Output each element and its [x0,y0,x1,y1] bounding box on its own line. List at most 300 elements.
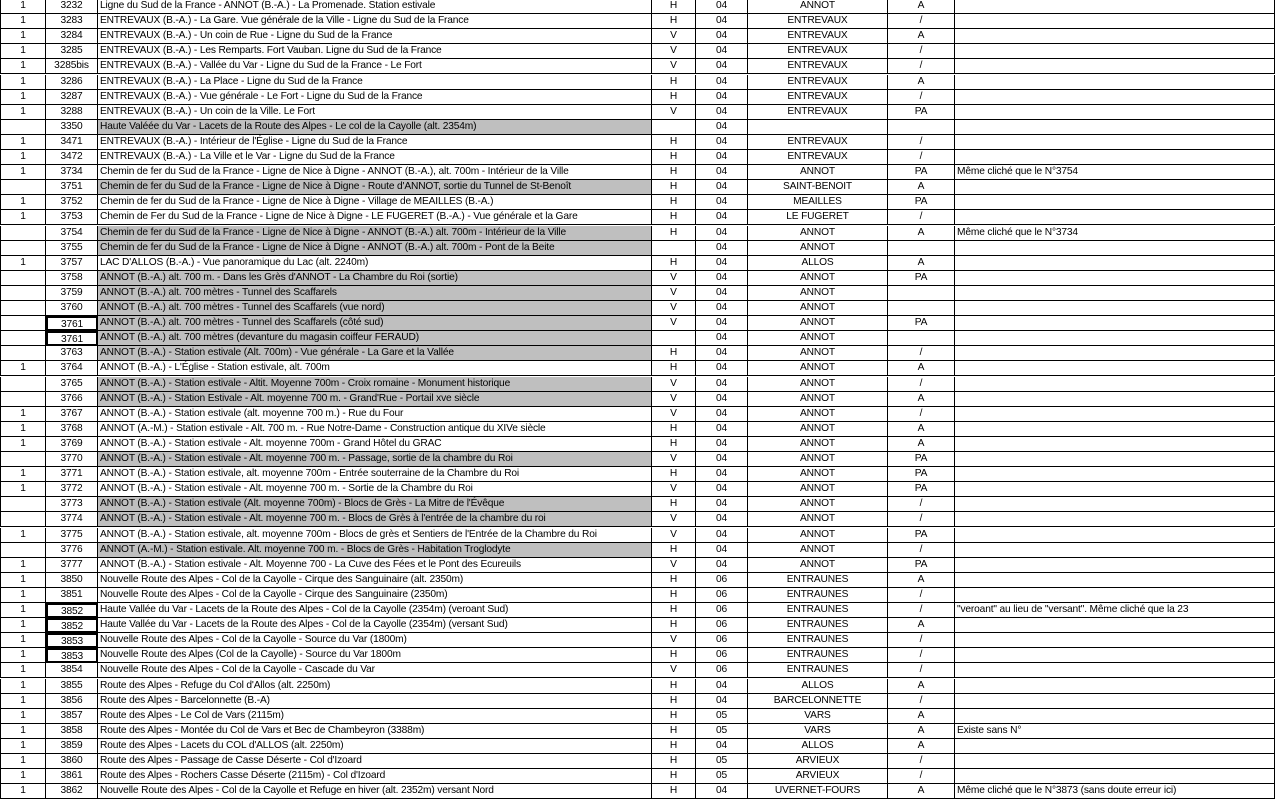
town-cell[interactable]: ANNOT [748,241,888,256]
qty-cell[interactable]: 1 [0,663,46,678]
orientation-cell[interactable]: V [652,105,696,120]
remark-cell[interactable] [955,663,1275,678]
status-cell[interactable]: A [888,422,955,437]
department-cell[interactable]: 04 [696,120,748,135]
remark-cell[interactable] [955,497,1275,512]
department-cell[interactable]: 06 [696,573,748,588]
department-cell[interactable]: 06 [696,588,748,603]
town-cell[interactable]: VARS [748,709,888,724]
department-cell[interactable]: 04 [696,392,748,407]
orientation-cell[interactable]: V [652,633,696,648]
orientation-cell[interactable]: V [652,377,696,392]
department-cell[interactable]: 04 [696,29,748,44]
title-cell[interactable]: ANNOT (B.-A.) - Station estivale, alt. moyenne 700m - Entrée souterraine de la Chambre du Roi [98,467,652,482]
card-number-cell[interactable]: 3763 [46,346,98,361]
orientation-cell[interactable]: H [652,165,696,180]
status-cell[interactable]: / [888,648,955,663]
town-cell[interactable]: ANNOT [748,271,888,286]
town-cell[interactable]: ENTRAUNES [748,618,888,633]
card-number-cell[interactable]: 3768 [46,422,98,437]
card-number-cell[interactable]: 3760 [46,301,98,316]
department-cell[interactable]: 04 [696,44,748,59]
department-cell[interactable]: 04 [696,301,748,316]
qty-cell[interactable] [0,497,46,512]
remark-cell[interactable] [955,512,1275,527]
department-cell[interactable]: 04 [696,286,748,301]
card-number-cell[interactable]: 3766 [46,392,98,407]
qty-cell[interactable]: 1 [0,422,46,437]
department-cell[interactable]: 05 [696,769,748,784]
orientation-cell[interactable]: H [652,467,696,482]
qty-cell[interactable] [0,543,46,558]
department-cell[interactable]: 04 [696,784,748,799]
card-number-cell[interactable]: 3852 [46,618,98,633]
title-cell[interactable]: ANNOT (B.-A.) alt. 700 mètres - Tunnel des Scaffarels (vue nord) [98,301,652,316]
department-cell[interactable]: 04 [696,150,748,165]
town-cell[interactable]: ENTREVAUX [748,135,888,150]
town-cell[interactable]: ENTREVAUX [748,90,888,105]
title-cell[interactable]: ANNOT (B.-A.) - Station estivale (Alt. 700m) - Vue générale - La Gare et la Vallée [98,346,652,361]
department-cell[interactable]: 04 [696,543,748,558]
title-cell[interactable]: ENTREVAUX (B.-A.) - Intérieur de l'Église - Ligne du Sud de la France [98,135,652,150]
status-cell[interactable]: / [888,754,955,769]
town-cell[interactable]: VARS [748,724,888,739]
status-cell[interactable]: PA [888,195,955,210]
card-number-cell[interactable]: 3851 [46,588,98,603]
department-cell[interactable]: 04 [696,271,748,286]
title-cell[interactable]: Nouvelle Route des Alpes - Col de la Cayolle - Cascade du Var [98,663,652,678]
status-cell[interactable]: / [888,135,955,150]
orientation-cell[interactable]: H [652,75,696,90]
title-cell[interactable]: Route des Alpes - Barcelonnette (B.-A) [98,694,652,709]
remark-cell[interactable] [955,286,1275,301]
title-cell[interactable]: ENTREVAUX (B.-A.) - Vue générale - Le Fort - Ligne du Sud de la France [98,90,652,105]
card-number-cell[interactable]: 3767 [46,407,98,422]
title-cell[interactable]: ANNOT (A.-M.) - Station estivale - Alt. 700 m. - Rue Notre-Dame - Construction antique du XIVe siècle [98,422,652,437]
card-number-cell[interactable]: 3286 [46,75,98,90]
card-number-cell[interactable]: 3283 [46,14,98,29]
orientation-cell[interactable]: H [652,226,696,241]
remark-cell[interactable] [955,346,1275,361]
orientation-cell[interactable]: V [652,301,696,316]
remark-cell[interactable] [955,558,1275,573]
title-cell[interactable]: ANNOT (B.-A.) - Station estivale - Alt. Moyenne 700 - La Cuve des Fées et le Pont des Ecureuils [98,558,652,573]
town-cell[interactable]: ANNOT [748,528,888,543]
qty-cell[interactable] [0,226,46,241]
orientation-cell[interactable]: V [652,452,696,467]
department-cell[interactable]: 04 [696,422,748,437]
remark-cell[interactable] [955,0,1275,14]
orientation-cell[interactable]: V [652,663,696,678]
remark-cell[interactable] [955,14,1275,29]
title-cell[interactable]: Haute Valéée du Var - Lacets de la Route des Alpes - Le col de la Cayolle (alt. 2354m) [98,120,652,135]
card-number-cell[interactable]: 3471 [46,135,98,150]
card-number-cell[interactable]: 3862 [46,784,98,799]
department-cell[interactable]: 05 [696,724,748,739]
status-cell[interactable]: / [888,663,955,678]
department-cell[interactable]: 04 [696,377,748,392]
qty-cell[interactable] [0,271,46,286]
title-cell[interactable]: ANNOT (B.-A.) - Station estivale - Alt. moyenne 700 m. - Blocs de Grès à l'entrée de la chambre du roi [98,512,652,527]
town-cell[interactable]: SAINT-BENOIT [748,180,888,195]
card-number-cell[interactable]: 3773 [46,497,98,512]
orientation-cell[interactable] [652,331,696,346]
status-cell[interactable]: A [888,679,955,694]
department-cell[interactable]: 04 [696,256,748,271]
card-number-cell[interactable]: 3761 [46,331,98,346]
remark-cell[interactable] [955,331,1275,346]
status-cell[interactable]: PA [888,482,955,497]
status-cell[interactable]: / [888,588,955,603]
remark-cell[interactable] [955,392,1275,407]
qty-cell[interactable]: 1 [0,210,46,225]
town-cell[interactable] [748,120,888,135]
status-cell[interactable]: PA [888,452,955,467]
department-cell[interactable]: 04 [696,437,748,452]
status-cell[interactable]: / [888,543,955,558]
remark-cell[interactable]: "veroant" au lieu de "versant". Même cliché que la 23 [955,603,1275,618]
qty-cell[interactable] [0,331,46,346]
title-cell[interactable]: ANNOT (B.-A.) - L'Église - Station estivale, alt. 700m [98,361,652,376]
card-number-cell[interactable]: 3857 [46,709,98,724]
department-cell[interactable]: 04 [696,14,748,29]
remark-cell[interactable] [955,407,1275,422]
remark-cell[interactable] [955,709,1275,724]
card-number-cell[interactable]: 3856 [46,694,98,709]
title-cell[interactable]: Nouvelle Route des Alpes - Col de la Cayolle - Cirque des Sanguinaire (alt. 2350m) [98,573,652,588]
card-number-cell[interactable]: 3287 [46,90,98,105]
card-number-cell[interactable]: 3772 [46,482,98,497]
qty-cell[interactable]: 1 [0,739,46,754]
card-number-cell[interactable]: 3759 [46,286,98,301]
remark-cell[interactable] [955,180,1275,195]
orientation-cell[interactable] [652,241,696,256]
department-cell[interactable]: 04 [696,482,748,497]
orientation-cell[interactable]: H [652,573,696,588]
title-cell[interactable]: ANNOT (B.-A.) - Station estivale (Alt. moyenne 700m) - Blocs de Grès - La Mitre de l'Évêque [98,497,652,512]
town-cell[interactable]: ALLOS [748,256,888,271]
remark-cell[interactable] [955,467,1275,482]
qty-cell[interactable]: 1 [0,437,46,452]
department-cell[interactable]: 04 [696,195,748,210]
qty-cell[interactable] [0,316,46,331]
qty-cell[interactable]: 1 [0,75,46,90]
remark-cell[interactable] [955,694,1275,709]
remark-cell[interactable] [955,210,1275,225]
qty-cell[interactable]: 1 [0,784,46,799]
card-number-cell[interactable]: 3859 [46,739,98,754]
title-cell[interactable]: Route des Alpes - Lacets du COL d'ALLOS (alt. 2250m) [98,739,652,754]
qty-cell[interactable]: 1 [0,769,46,784]
card-number-cell[interactable]: 3774 [46,512,98,527]
qty-cell[interactable]: 1 [0,256,46,271]
remark-cell[interactable] [955,75,1275,90]
title-cell[interactable]: ENTREVAUX (B.-A.) - Un coin de la Ville. Le Fort [98,105,652,120]
orientation-cell[interactable]: H [652,150,696,165]
card-number-cell[interactable]: 3755 [46,241,98,256]
town-cell[interactable]: ENTREVAUX [748,150,888,165]
town-cell[interactable]: ANNOT [748,301,888,316]
qty-cell[interactable] [0,392,46,407]
remark-cell[interactable] [955,120,1275,135]
title-cell[interactable]: Nouvelle Route des Alpes (Col de la Cayolle) - Source du Var 1800m [98,648,652,663]
card-number-cell[interactable]: 3757 [46,256,98,271]
status-cell[interactable] [888,286,955,301]
qty-cell[interactable]: 1 [0,558,46,573]
town-cell[interactable]: ALLOS [748,739,888,754]
remark-cell[interactable] [955,59,1275,74]
qty-cell[interactable]: 1 [0,135,46,150]
title-cell[interactable]: ENTREVAUX (B.-A.) - La Gare. Vue générale de la Ville - Ligne du Sud de la France [98,14,652,29]
department-cell[interactable]: 04 [696,739,748,754]
title-cell[interactable]: ENTREVAUX (B.-A.) - Les Remparts. Fort Vauban. Ligne du Sud de la France [98,44,652,59]
remark-cell[interactable]: Même cliché que le N°3734 [955,226,1275,241]
qty-cell[interactable]: 1 [0,618,46,633]
orientation-cell[interactable]: H [652,422,696,437]
qty-cell[interactable]: 1 [0,603,46,618]
status-cell[interactable]: / [888,210,955,225]
orientation-cell[interactable]: H [652,195,696,210]
remark-cell[interactable] [955,105,1275,120]
status-cell[interactable]: PA [888,558,955,573]
department-cell[interactable]: 06 [696,618,748,633]
town-cell[interactable]: ANNOT [748,0,888,14]
town-cell[interactable]: ANNOT [748,497,888,512]
qty-cell[interactable]: 1 [0,59,46,74]
status-cell[interactable]: A [888,573,955,588]
status-cell[interactable]: A [888,29,955,44]
town-cell[interactable]: ANNOT [748,437,888,452]
department-cell[interactable]: 04 [696,180,748,195]
qty-cell[interactable]: 1 [0,528,46,543]
qty-cell[interactable] [0,377,46,392]
qty-cell[interactable]: 1 [0,694,46,709]
town-cell[interactable]: ANNOT [748,452,888,467]
remark-cell[interactable] [955,271,1275,286]
qty-cell[interactable]: 1 [0,467,46,482]
status-cell[interactable]: PA [888,316,955,331]
department-cell[interactable]: 04 [696,105,748,120]
status-cell[interactable]: A [888,361,955,376]
qty-cell[interactable]: 1 [0,724,46,739]
card-number-cell[interactable]: 3472 [46,150,98,165]
department-cell[interactable]: 04 [696,361,748,376]
card-number-cell[interactable]: 3861 [46,769,98,784]
remark-cell[interactable] [955,316,1275,331]
department-cell[interactable]: 04 [696,75,748,90]
card-number-cell[interactable]: 3350 [46,120,98,135]
card-number-cell[interactable]: 3754 [46,226,98,241]
status-cell[interactable]: A [888,0,955,14]
qty-cell[interactable]: 1 [0,709,46,724]
town-cell[interactable]: ENTRAUNES [748,663,888,678]
title-cell[interactable]: Chemin de fer du Sud de la France - Ligne de Nice à Digne - Village de MEAILLES (B.-A.) [98,195,652,210]
town-cell[interactable]: ANNOT [748,316,888,331]
card-number-cell[interactable]: 3752 [46,195,98,210]
title-cell[interactable]: Route des Alpes - Refuge du Col d'Allos (alt. 2250m) [98,679,652,694]
title-cell[interactable]: ANNOT (B.-A.) - Station estivale (alt. moyenne 700 m.) - Rue du Four [98,407,652,422]
orientation-cell[interactable]: H [652,135,696,150]
status-cell[interactable] [888,241,955,256]
status-cell[interactable]: PA [888,467,955,482]
title-cell[interactable]: ANNOT (A.-M.) - Station estivale. Alt. moyenne 700 m. - Blocs de Grès - Habitation Troglodyte [98,543,652,558]
town-cell[interactable]: ANNOT [748,377,888,392]
status-cell[interactable] [888,120,955,135]
remark-cell[interactable] [955,422,1275,437]
orientation-cell[interactable]: H [652,784,696,799]
card-number-cell[interactable]: 3775 [46,528,98,543]
orientation-cell[interactable]: V [652,512,696,527]
orientation-cell[interactable]: H [652,90,696,105]
status-cell[interactable]: / [888,603,955,618]
remark-cell[interactable] [955,543,1275,558]
orientation-cell[interactable]: H [652,648,696,663]
department-cell[interactable]: 06 [696,603,748,618]
card-number-cell[interactable]: 3850 [46,573,98,588]
qty-cell[interactable]: 1 [0,361,46,376]
orientation-cell[interactable]: H [652,603,696,618]
department-cell[interactable]: 04 [696,90,748,105]
department-cell[interactable]: 06 [696,663,748,678]
title-cell[interactable]: Chemin de fer du Sud de la France - Ligne de Nice à Digne - Route d'ANNOT, sortie du Tunnel de St-Benoît [98,180,652,195]
department-cell[interactable]: 04 [696,59,748,74]
qty-cell[interactable]: 1 [0,165,46,180]
status-cell[interactable]: A [888,437,955,452]
status-cell[interactable]: / [888,150,955,165]
town-cell[interactable]: ANNOT [748,558,888,573]
qty-cell[interactable] [0,512,46,527]
status-cell[interactable] [888,301,955,316]
qty-cell[interactable]: 1 [0,648,46,663]
remark-cell[interactable] [955,452,1275,467]
department-cell[interactable]: 04 [696,316,748,331]
orientation-cell[interactable]: V [652,29,696,44]
card-number-cell[interactable]: 3761 [46,316,98,331]
qty-cell[interactable]: 1 [0,482,46,497]
orientation-cell[interactable]: V [652,44,696,59]
qty-cell[interactable]: 1 [0,90,46,105]
town-cell[interactable]: ANNOT [748,392,888,407]
status-cell[interactable]: A [888,256,955,271]
town-cell[interactable]: ANNOT [748,346,888,361]
card-number-cell[interactable]: 3284 [46,29,98,44]
orientation-cell[interactable]: H [652,709,696,724]
qty-cell[interactable]: 1 [0,754,46,769]
town-cell[interactable]: ENTRAUNES [748,588,888,603]
status-cell[interactable]: / [888,377,955,392]
remark-cell[interactable] [955,377,1275,392]
title-cell[interactable]: Chemin de fer du Sud de la France - Ligne de Nice à Digne - ANNOT (B.-A.) alt. 700m - Pont de la Beite [98,241,652,256]
qty-cell[interactable] [0,452,46,467]
card-number-cell[interactable]: 3852 [46,603,98,618]
department-cell[interactable]: 05 [696,709,748,724]
orientation-cell[interactable]: H [652,256,696,271]
card-number-cell[interactable]: 3860 [46,754,98,769]
department-cell[interactable]: 04 [696,210,748,225]
title-cell[interactable]: ANNOT (B.-A.) - Station estivale - Alt. moyenne 700 m. - Passage, sortie de la chambre du Roi [98,452,652,467]
status-cell[interactable]: PA [888,165,955,180]
department-cell[interactable]: 04 [696,512,748,527]
qty-cell[interactable] [0,346,46,361]
remark-cell[interactable] [955,256,1275,271]
orientation-cell[interactable]: H [652,694,696,709]
qty-cell[interactable] [0,180,46,195]
town-cell[interactable]: ENTREVAUX [748,29,888,44]
department-cell[interactable]: 04 [696,679,748,694]
department-cell[interactable]: 04 [696,452,748,467]
card-number-cell[interactable]: 3751 [46,180,98,195]
town-cell[interactable]: ENTRAUNES [748,648,888,663]
department-cell[interactable]: 04 [696,694,748,709]
status-cell[interactable]: / [888,512,955,527]
remark-cell[interactable] [955,679,1275,694]
orientation-cell[interactable]: H [652,543,696,558]
status-cell[interactable]: PA [888,271,955,286]
qty-cell[interactable] [0,301,46,316]
qty-cell[interactable]: 1 [0,195,46,210]
qty-cell[interactable]: 1 [0,0,46,14]
town-cell[interactable]: ENTREVAUX [748,59,888,74]
town-cell[interactable]: ANNOT [748,467,888,482]
department-cell[interactable]: 04 [696,0,748,14]
title-cell[interactable]: Route des Alpes - Le Col de Vars (2115m) [98,709,652,724]
town-cell[interactable]: ANNOT [748,543,888,558]
remark-cell[interactable] [955,739,1275,754]
remark-cell[interactable] [955,482,1275,497]
orientation-cell[interactable]: H [652,346,696,361]
title-cell[interactable]: ANNOT (B.-A.) alt. 700 mètres (devanture du magasin coiffeur FERAUD) [98,331,652,346]
title-cell[interactable]: LAC D'ALLOS (B.-A.) - Vue panoramique du Lac (alt. 2240m) [98,256,652,271]
qty-cell[interactable]: 1 [0,14,46,29]
department-cell[interactable]: 04 [696,558,748,573]
title-cell[interactable]: Chemin de fer du Sud de la France - Ligne de Nice à Digne - ANNOT (B.-A.) alt. 700m - Intérieur de la Ville [98,226,652,241]
orientation-cell[interactable]: V [652,271,696,286]
town-cell[interactable]: ENTREVAUX [748,105,888,120]
status-cell[interactable]: A [888,392,955,407]
remark-cell[interactable] [955,437,1275,452]
title-cell[interactable]: ANNOT (B.-A.) - Station Estivale - Alt. moyenne 700 m. - Grand'Rue - Portail xve siècle [98,392,652,407]
town-cell[interactable]: ENTREVAUX [748,14,888,29]
card-number-cell[interactable]: 3855 [46,679,98,694]
orientation-cell[interactable]: V [652,392,696,407]
qty-cell[interactable] [0,120,46,135]
qty-cell[interactable]: 1 [0,588,46,603]
department-cell[interactable]: 04 [696,241,748,256]
title-cell[interactable]: Chemin de fer du Sud de la France - Ligne de Nice à Digne - ANNOT (B.-A.), alt. 700m - Intérieur de la Ville [98,165,652,180]
department-cell[interactable]: 04 [696,135,748,150]
card-number-cell[interactable]: 3753 [46,210,98,225]
status-cell[interactable]: A [888,709,955,724]
town-cell[interactable]: MEAILLES [748,195,888,210]
title-cell[interactable]: Ligne du Sud de la France - ANNOT (B.-A.) - La Promenade. Station estivale [98,0,652,14]
title-cell[interactable]: Route des Alpes - Montée du Col de Vars et Bec de Chambeyron (3388m) [98,724,652,739]
remark-cell[interactable] [955,301,1275,316]
title-cell[interactable]: ENTREVAUX (B.-A.) - Un coin de Rue - Ligne du Sud de la France [98,29,652,44]
town-cell[interactable]: ANNOT [748,361,888,376]
status-cell[interactable]: PA [888,105,955,120]
qty-cell[interactable] [0,241,46,256]
orientation-cell[interactable]: H [652,679,696,694]
remark-cell[interactable] [955,618,1275,633]
status-cell[interactable]: A [888,724,955,739]
status-cell[interactable]: PA [888,528,955,543]
remark-cell[interactable] [955,573,1275,588]
orientation-cell[interactable]: V [652,316,696,331]
qty-cell[interactable]: 1 [0,407,46,422]
title-cell[interactable]: Haute Vallée du Var - Lacets de la Route des Alpes - Col de la Cayolle (2354m) (veroant Sud) [98,603,652,618]
town-cell[interactable]: ENTRAUNES [748,573,888,588]
title-cell[interactable]: Haute Vallée du Var - Lacets de la Route des Alpes - Col de la Cayolle (2354m) (versant Sud) [98,618,652,633]
